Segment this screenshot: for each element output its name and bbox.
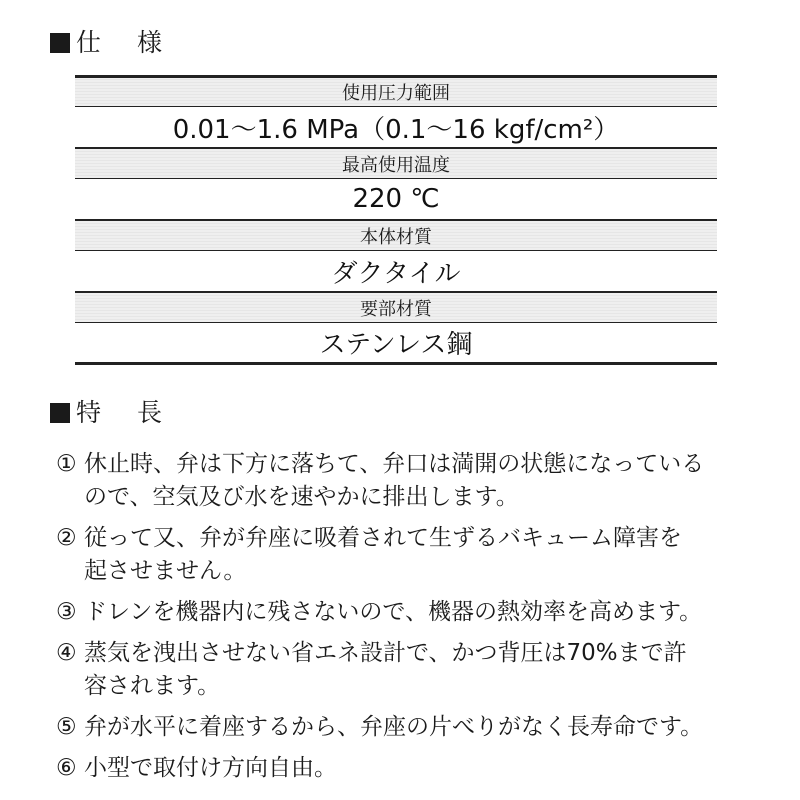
feature-item-3 [56, 596, 756, 629]
features-section-heading [50, 400, 176, 425]
spec-label-main-parts-material: 要部材質 [75, 291, 717, 323]
spec-value-main-parts-material: ステンレス鋼 [75, 323, 717, 365]
feature-number: ③ [56, 599, 77, 625]
feature-number: ⑥ [56, 755, 77, 781]
spec-value-pressure-range: 0.01～1.6 MPa（0.1～16 kgf/cm²） [75, 107, 717, 147]
feature-text: 従って又、弁が弁座に吸着されて生ずるバキューム障害を 起させません。 [84, 525, 682, 584]
black-square-icon [50, 403, 70, 423]
spec-heading-text: 仕 様 [76, 28, 176, 57]
spec-label-max-temperature: 最高使用温度 [75, 147, 717, 179]
feature-number: ① [56, 451, 77, 477]
feature-text: 小型で取付け方向自由。 [84, 755, 337, 781]
features-list [56, 448, 756, 793]
spec-label-body-material: 本体材質 [75, 219, 717, 251]
feature-number: ⑤ [56, 714, 77, 740]
feature-number: ② [56, 525, 77, 551]
feature-item-6 [56, 752, 756, 785]
features-heading-text: 特 長 [76, 398, 176, 427]
feature-text: 弁が水平に着座するから、弁座の片べりがなく長寿命です。 [84, 714, 704, 740]
spec-value-max-temperature: 220 ℃ [75, 179, 717, 219]
spec-label-pressure-range: 使用圧力範囲 [75, 75, 717, 107]
spec-section-heading [50, 30, 176, 55]
feature-text: 蒸気を洩出させない省エネ設計で、かつ背圧は70%まで許 容されます。 [84, 640, 687, 699]
feature-text: 休止時、弁は下方に落ちて、弁口は満開の状態になっている ので、空気及び水を速やかに排出します。 [84, 451, 705, 510]
spec-table [75, 75, 717, 365]
spec-value-body-material: ダクタイル [75, 251, 717, 291]
feature-text: ドレンを機器内に残さないので、機器の熱効率を高めます。 [84, 599, 703, 625]
feature-item-4 [56, 637, 756, 703]
feature-item-1 [56, 448, 756, 514]
feature-item-2 [56, 522, 756, 588]
black-square-icon [50, 33, 70, 53]
feature-number: ④ [56, 640, 77, 666]
feature-item-5 [56, 711, 756, 744]
